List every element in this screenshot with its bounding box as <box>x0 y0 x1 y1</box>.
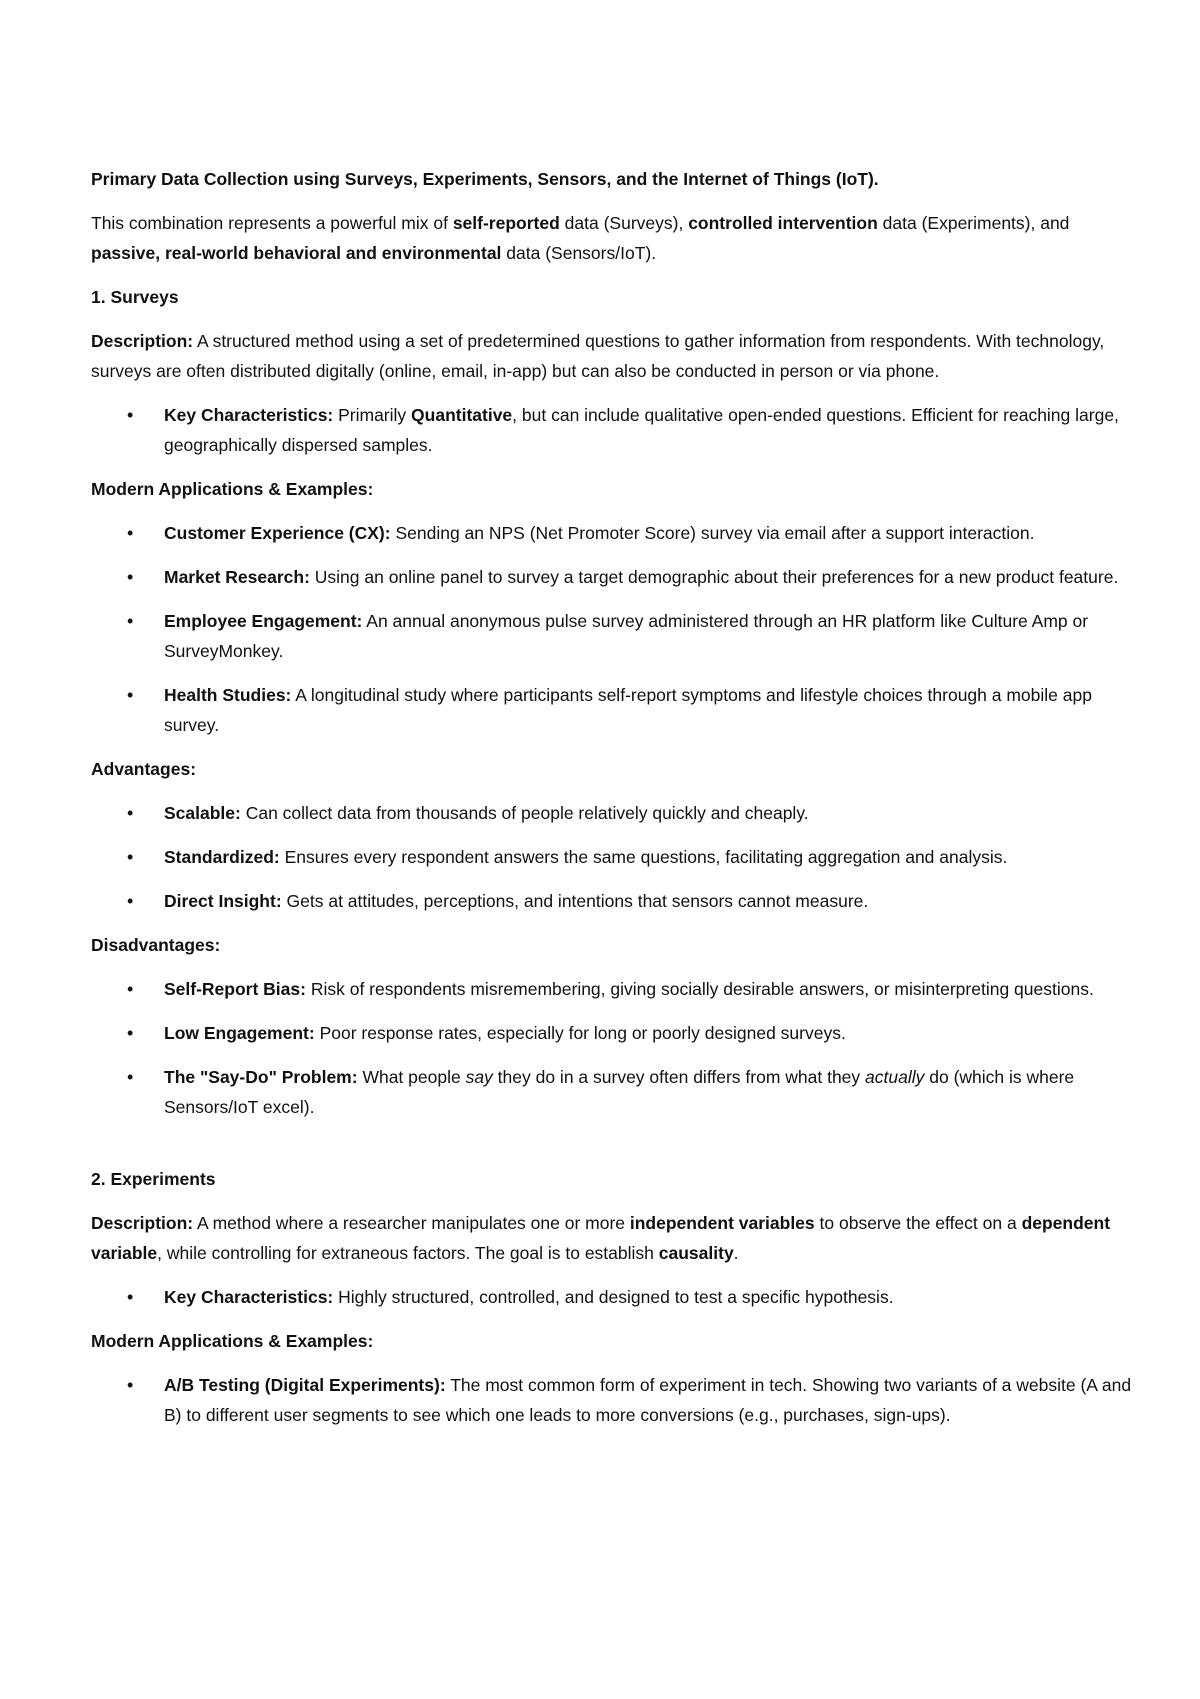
list-item <box>91 606 1140 666</box>
bullet-icon: • <box>127 1287 134 1307</box>
document-title: Primary Data Collection using Surveys, Experiments, Sensors, and the Internet of Things (IoT). <box>91 169 879 189</box>
list-item <box>91 1370 1140 1430</box>
bullet-icon: • <box>127 803 134 823</box>
item-text: What people <box>357 1067 466 1087</box>
experiments-key-list <box>91 1282 1140 1312</box>
intro-bold-2: controlled intervention <box>688 213 878 233</box>
description-text: A method where a researcher manipulates one or more <box>193 1213 630 1233</box>
item-label: Employee Engagement: <box>164 611 363 631</box>
description-text: . <box>733 1243 739 1263</box>
item-label: A/B Testing (Digital Experiments): <box>164 1375 446 1395</box>
item-text: Risk of respondents misremembering, giving socially desirable answers, or misinterpreting questions. <box>305 979 1094 999</box>
section-heading-surveys: 1. Surveys <box>91 287 179 307</box>
bullet-icon: • <box>127 567 134 587</box>
surveys-disadvantages-heading: Disadvantages: <box>91 935 221 955</box>
item-bold: Quantitative <box>411 405 513 425</box>
surveys-disadvantages-list <box>91 974 1140 1122</box>
item-label: Low Engagement: <box>164 1023 315 1043</box>
intro-text-3: data (Experiments), and <box>877 213 1070 233</box>
list-item <box>91 518 1140 548</box>
item-text: A longitudinal study where participants self-report symptoms and lifestyle choices through a mobile app survey. <box>164 685 1092 735</box>
item-label: Health Studies: <box>164 685 292 705</box>
item-label: Scalable: <box>164 803 241 823</box>
list-item <box>91 680 1140 740</box>
item-text: Gets at attitudes, perceptions, and intentions that sensors cannot measure. <box>281 891 869 911</box>
description-text: to observe the effect on a <box>814 1213 1022 1233</box>
surveys-advantages-heading: Advantages: <box>91 759 197 779</box>
bullet-icon: • <box>127 891 134 911</box>
experiments-description <box>91 1208 1140 1268</box>
list-item <box>91 1282 1140 1312</box>
intro-text-1: This combination represents a powerful mix of <box>91 213 453 233</box>
item-label: Standardized: <box>164 847 280 867</box>
item-text: Poor response rates, especially for long or poorly designed surveys. <box>314 1023 846 1043</box>
item-text: do (which is where Sensors/IoT excel). <box>164 1067 1075 1117</box>
description-label: Description: <box>91 331 194 351</box>
bullet-icon: • <box>127 405 134 425</box>
item-text: The most common form of experiment in tech. Showing two variants of a website (A and B) to different user segments to see which one leads to more conversions (e.g., purchases, sign-ups). <box>164 1375 1132 1425</box>
item-label: Key Characteristics: <box>164 1287 334 1307</box>
intro-paragraph <box>91 208 1140 268</box>
description-bold: causality <box>658 1243 734 1263</box>
intro-bold-1: self-reported <box>452 213 560 233</box>
description-text: , while controlling for extraneous factors. The goal is to establish <box>157 1243 659 1263</box>
item-text: , but can include qualitative open-ended questions. Efficient for reaching large, geographically dispersed samples. <box>164 405 1119 455</box>
surveys-advantages-list <box>91 798 1140 916</box>
bullet-icon: • <box>127 1375 134 1395</box>
item-text: Can collect data from thousands of people relatively quickly and cheaply. <box>240 803 809 823</box>
list-item <box>91 562 1140 592</box>
intro-text-4: data (Sensors/IoT). <box>501 243 657 263</box>
item-text: Ensures every respondent answers the same questions, facilitating aggregation and analysis. <box>279 847 1008 867</box>
experiments-apps-heading: Modern Applications & Examples: <box>91 1331 374 1351</box>
list-item <box>91 1018 1140 1048</box>
list-item <box>91 886 1140 916</box>
item-text: Using an online panel to survey a target demographic about their preferences for a new product feature. <box>309 567 1119 587</box>
item-text: Highly structured, controlled, and designed to test a specific hypothesis. <box>333 1287 894 1307</box>
item-italic: actually <box>865 1067 925 1087</box>
section-spacer <box>91 1136 1140 1164</box>
section-heading-experiments: 2. Experiments <box>91 1169 216 1189</box>
list-item <box>91 798 1140 828</box>
list-item <box>91 400 1140 460</box>
item-label: Self-Report Bias: <box>164 979 306 999</box>
intro-text-2: data (Surveys), <box>559 213 689 233</box>
description-label: Description: <box>91 1213 194 1233</box>
item-label: Direct Insight: <box>164 891 282 911</box>
item-label: Key Characteristics: <box>164 405 334 425</box>
list-item <box>91 842 1140 872</box>
description-text: A structured method using a set of predetermined questions to gather information from respondents. With technology, surveys are often distributed digitally (online, email, in-app) but can also be conducted in person or via phone. <box>91 331 1105 381</box>
description-bold: independent variables <box>629 1213 815 1233</box>
item-italic: say <box>465 1067 493 1087</box>
item-label: Market Research: <box>164 567 310 587</box>
item-label: Customer Experience (CX): <box>164 523 391 543</box>
bullet-icon: • <box>127 1067 134 1087</box>
bullet-icon: • <box>127 685 134 705</box>
item-text: they do in a survey often differs from what they <box>492 1067 866 1087</box>
bullet-icon: • <box>127 611 134 631</box>
item-text: Sending an NPS (Net Promoter Score) survey via email after a support interaction. <box>390 523 1035 543</box>
list-item <box>91 974 1140 1004</box>
bullet-icon: • <box>127 1023 134 1043</box>
bullet-icon: • <box>127 847 134 867</box>
surveys-apps-heading: Modern Applications & Examples: <box>91 479 374 499</box>
item-text: Primarily <box>333 405 412 425</box>
list-item <box>91 1062 1140 1122</box>
surveys-apps-list <box>91 518 1140 740</box>
bullet-icon: • <box>127 523 134 543</box>
experiments-apps-list <box>91 1370 1140 1430</box>
description-bold: dependent variable <box>91 1213 1111 1263</box>
item-text: An annual anonymous pulse survey administered through an HR platform like Culture Amp or SurveyMonkey. <box>164 611 1089 661</box>
item-label: The "Say-Do" Problem: <box>164 1067 358 1087</box>
surveys-description <box>91 326 1140 386</box>
surveys-key-list <box>91 400 1140 460</box>
bullet-icon: • <box>127 979 134 999</box>
intro-bold-3: passive, real-world behavioral and environmental <box>91 243 502 263</box>
